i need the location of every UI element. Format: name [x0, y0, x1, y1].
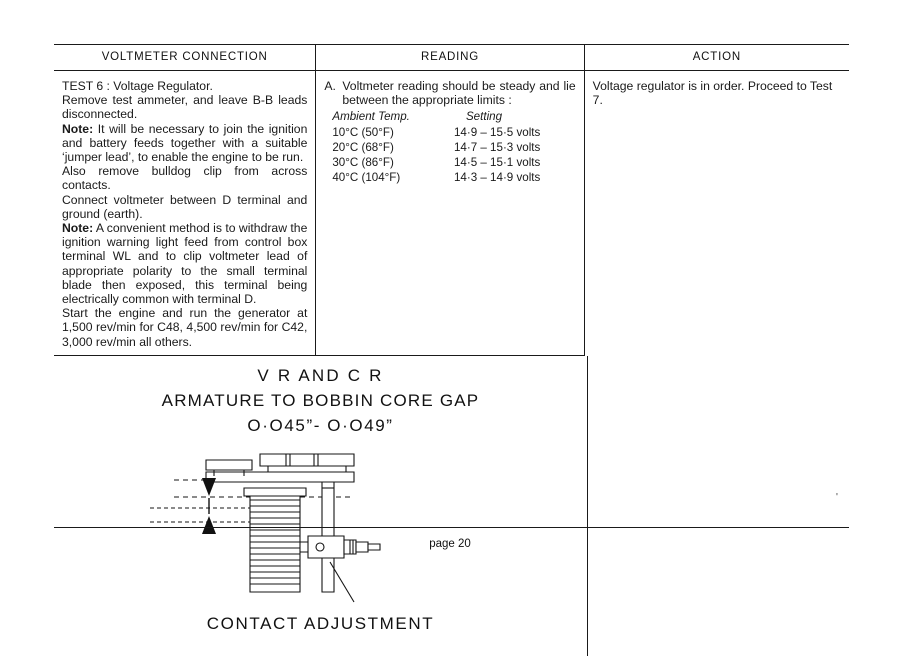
regulator-drawing-svg — [54, 442, 587, 632]
page-footer: page 20 — [429, 538, 471, 550]
settings-temp: 40°C (104°F) — [332, 171, 401, 185]
note-1-label: Note: — [62, 121, 94, 136]
settings-value: 14·5 – 15·1 volts — [453, 156, 541, 170]
table-bottom-rule — [54, 527, 849, 528]
header-action: ACTION — [692, 51, 741, 63]
line-connect-voltmeter: Connect voltmeter between D terminal and ground (earth). — [62, 192, 308, 221]
line-bulldog-clip: Also remove bulldog clip from across contacts. — [62, 164, 308, 193]
table-header-row — [54, 45, 849, 70]
settings-header-temp: Ambient Temp. — [332, 110, 410, 124]
reading-item — [324, 79, 575, 107]
settings-value: 14·9 – 15·5 volts — [453, 125, 541, 139]
figure-caption: CONTACT ADJUSTMENT — [206, 613, 435, 633]
table-row — [324, 156, 575, 171]
figure-subtitle: ARMATURE TO BOBBIN CORE GAP — [161, 390, 480, 410]
settings-value: 14·7 – 15·3 volts — [453, 140, 541, 154]
figure-diagram — [54, 356, 587, 656]
figure-title: V R AND C R — [257, 365, 384, 385]
settings-table — [324, 110, 575, 186]
table-body-row — [54, 71, 849, 355]
figure-gap-spec: O·O45”- O·O49” — [247, 415, 394, 435]
cell-voltmeter-connection — [54, 71, 315, 355]
line-remove-ammeter: Remove test ammeter, and leave B-B leads disconnected. — [62, 93, 308, 122]
note-2-text: A convenient method is to withdraw the ignition warning light feed from control box terminal WL and to clip voltmeter lead of appropriate polarity to the small terminal blade then exposed, this terminal being electrically common with terminal D. — [62, 221, 308, 307]
cell-reading — [316, 71, 583, 355]
table-row — [324, 126, 575, 141]
settings-temp: 20°C (68°F) — [332, 140, 394, 154]
settings-header-row — [324, 110, 575, 125]
settings-value: 14·3 – 14·9 volts — [453, 171, 541, 185]
settings-header-setting: Setting — [465, 110, 503, 124]
figure-drawing — [54, 442, 587, 632]
header-voltmeter-connection: VOLTMETER CONNECTION — [101, 51, 268, 63]
note-2 — [62, 221, 307, 306]
figure-right-blank — [588, 356, 849, 656]
table-row — [324, 141, 575, 156]
cell-action: Voltage regulator is in order. Proceed to Test 7. — [592, 79, 833, 108]
note-2-label: Note: — [62, 221, 94, 236]
note-1-text: It will be necessary to join the ignition and battery feeds together with a suitable ‘jumper lead’, to enable the engine to be run. — [62, 121, 308, 165]
table-row — [324, 171, 575, 186]
settings-temp: 30°C (86°F) — [332, 156, 394, 170]
line-start-engine: Start the engine and run the generator at 1,500 rev/min for C48, 4,500 rev/min for C42, 3,000 rev/min all others. — [62, 306, 308, 349]
stray-mark: ' — [836, 492, 838, 503]
test-title: TEST 6 : Voltage Regulator. — [62, 79, 213, 93]
note-1 — [62, 122, 307, 165]
reading-item-text: Voltmeter reading should be steady and lie between the appropriate limits : — [342, 79, 576, 108]
test-procedure-table — [54, 44, 849, 656]
header-reading: READING — [421, 51, 479, 63]
reading-item-label: A. — [324, 79, 336, 93]
figure-row — [54, 356, 849, 656]
settings-temp: 10°C (50°F) — [332, 125, 394, 139]
